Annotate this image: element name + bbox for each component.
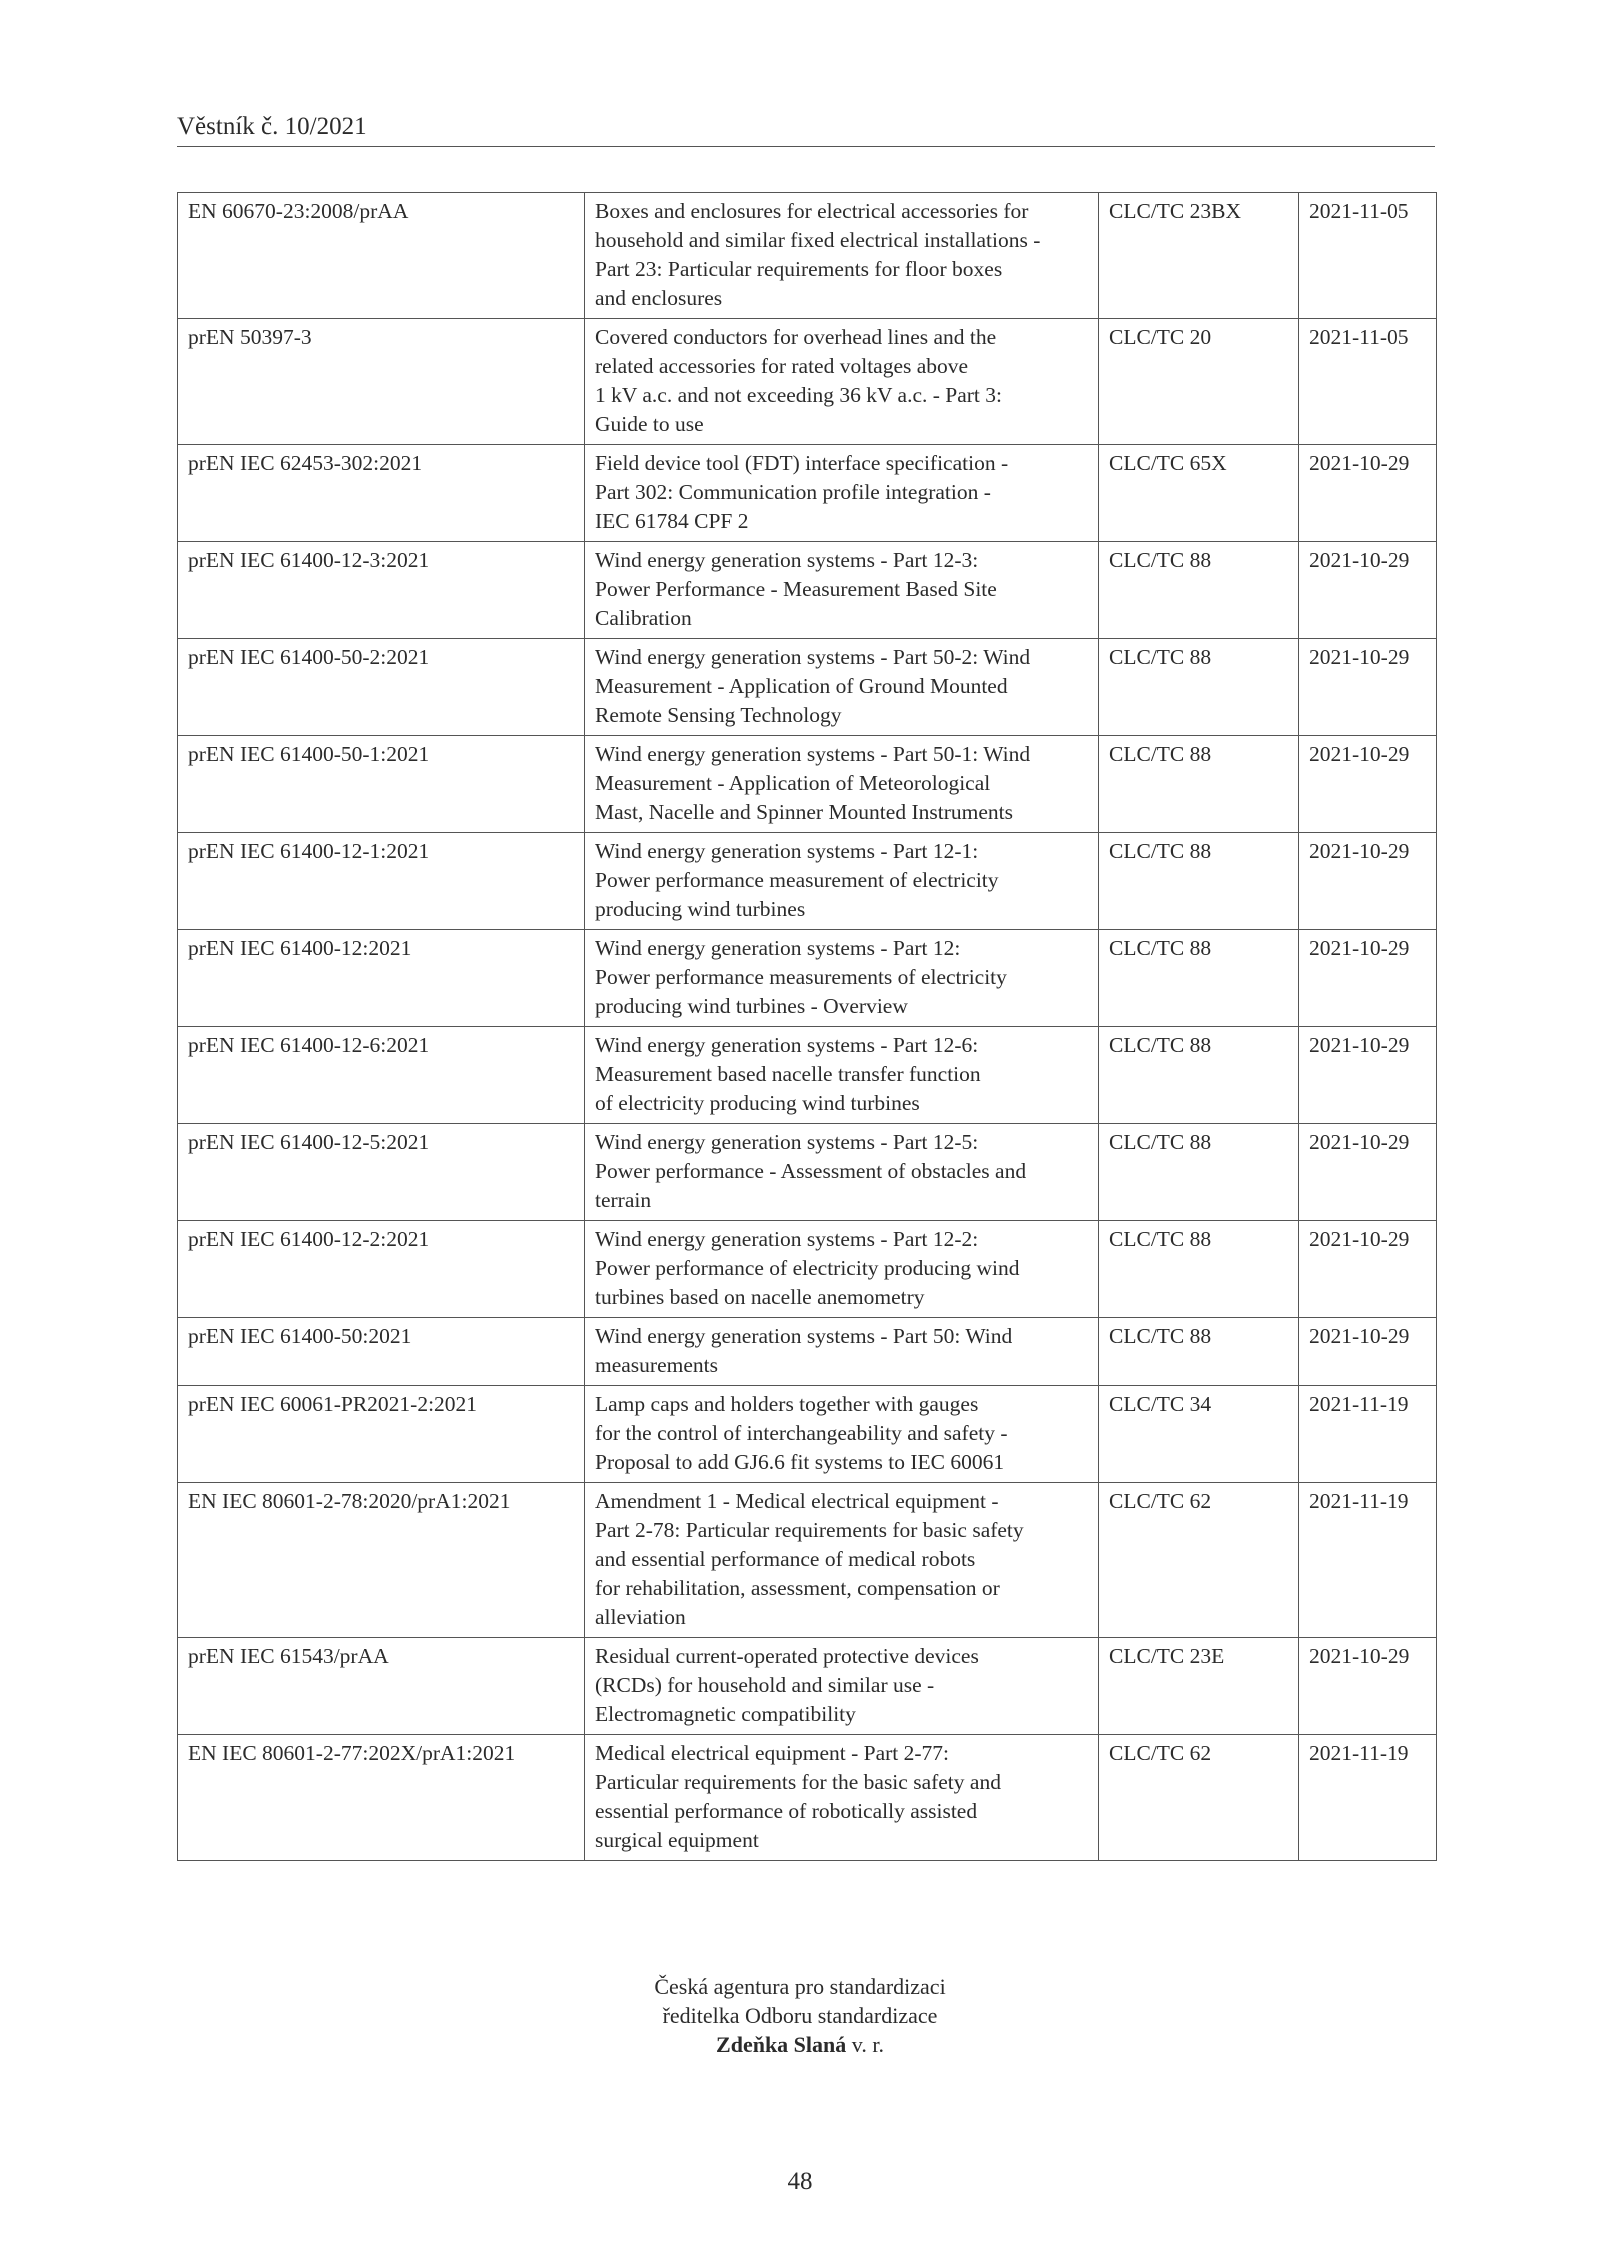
deadline-date-cell: 2021-10-29: [1299, 1638, 1437, 1735]
page-header: [177, 112, 1435, 147]
standard-title-cell: Covered conductors for overhead lines and the related accessories for rated voltages above 1 kV a.c. and not exceeding 36 kV a.c. - Part 3: Guide to use: [585, 319, 1099, 445]
table-row: [178, 1386, 1437, 1483]
standard-code-cell: EN IEC 80601-2-78:2020/prA1:2021: [178, 1483, 585, 1638]
standard-title-cell: Lamp caps and holders together with gauges for the control of interchangeability and safety - Proposal to add GJ6.6 fit systems to IEC 60061: [585, 1386, 1099, 1483]
signature-name-line: [0, 2030, 1600, 2059]
committee-cell: CLC/TC 62: [1099, 1735, 1299, 1861]
standard-title-cell: Wind energy generation systems - Part 50: Wind measurements: [585, 1318, 1099, 1386]
table-row: [178, 1483, 1437, 1638]
signature-organization: Česká agentura pro standardizaci: [654, 1974, 946, 1999]
committee-cell: CLC/TC 88: [1099, 833, 1299, 930]
table-row: [178, 1027, 1437, 1124]
table-row: [178, 542, 1437, 639]
standard-title-cell: Residual current-operated protective devices (RCDs) for household and similar use - Electromagnetic compatibility: [585, 1638, 1099, 1735]
committee-cell: CLC/TC 88: [1099, 736, 1299, 833]
table-row: [178, 445, 1437, 542]
deadline-date-cell: 2021-10-29: [1299, 1221, 1437, 1318]
standards-table-body: [178, 193, 1437, 1861]
signature-position: ředitelka Odboru standardizace: [662, 2003, 938, 2028]
standard-title-cell: Wind energy generation systems - Part 50-1: Wind Measurement - Application of Meteorological Mast, Nacelle and Spinner Mounted Instruments: [585, 736, 1099, 833]
standard-title-cell: Field device tool (FDT) interface specification - Part 302: Communication profile integration - IEC 61784 CPF 2: [585, 445, 1099, 542]
standard-code-cell: EN 60670-23:2008/prAA: [178, 193, 585, 319]
standard-code-cell: EN IEC 80601-2-77:202X/prA1:2021: [178, 1735, 585, 1861]
standard-code-cell: prEN IEC 61400-50-1:2021: [178, 736, 585, 833]
standard-title-cell: Wind energy generation systems - Part 12-3: Power Performance - Measurement Based Site Calibration: [585, 542, 1099, 639]
signature-block: [0, 1972, 1600, 2059]
deadline-date-cell: 2021-10-29: [1299, 736, 1437, 833]
table-row: [178, 1318, 1437, 1386]
deadline-date-cell: 2021-11-19: [1299, 1483, 1437, 1638]
committee-cell: CLC/TC 88: [1099, 1027, 1299, 1124]
deadline-date-cell: 2021-10-29: [1299, 542, 1437, 639]
committee-cell: CLC/TC 23BX: [1099, 193, 1299, 319]
standard-code-cell: prEN IEC 61400-12-3:2021: [178, 542, 585, 639]
committee-cell: CLC/TC 88: [1099, 930, 1299, 1027]
signature-name: Zdeňka Slaná: [716, 2032, 847, 2057]
committee-cell: CLC/TC 88: [1099, 1318, 1299, 1386]
deadline-date-cell: 2021-11-19: [1299, 1735, 1437, 1861]
table-row: [178, 319, 1437, 445]
table-row: [178, 1221, 1437, 1318]
standard-code-cell: prEN 50397-3: [178, 319, 585, 445]
standard-title-cell: Wind energy generation systems - Part 12: Power performance measurements of electricity producing wind turbines - Overview: [585, 930, 1099, 1027]
committee-cell: CLC/TC 88: [1099, 639, 1299, 736]
committee-cell: CLC/TC 88: [1099, 542, 1299, 639]
table-row: [178, 930, 1437, 1027]
deadline-date-cell: 2021-10-29: [1299, 1027, 1437, 1124]
standard-code-cell: prEN IEC 61400-12:2021: [178, 930, 585, 1027]
standard-code-cell: prEN IEC 61400-12-2:2021: [178, 1221, 585, 1318]
deadline-date-cell: 2021-10-29: [1299, 445, 1437, 542]
signature-suffix: v. r.: [846, 2032, 884, 2057]
standard-code-cell: prEN IEC 61400-12-5:2021: [178, 1124, 585, 1221]
publication-title: Věstník č. 10/2021: [177, 113, 367, 140]
table-row: [178, 639, 1437, 736]
standard-code-cell: prEN IEC 62453-302:2021: [178, 445, 585, 542]
table-row: [178, 193, 1437, 319]
table-row: [178, 1638, 1437, 1735]
standard-code-cell: prEN IEC 61400-50-2:2021: [178, 639, 585, 736]
standard-title-cell: Wind energy generation systems - Part 50-2: Wind Measurement - Application of Ground Mounted Remote Sensing Technology: [585, 639, 1099, 736]
standard-title-cell: Wind energy generation systems - Part 12-2: Power performance of electricity producing wind turbines based on nacelle anemometry: [585, 1221, 1099, 1318]
deadline-date-cell: 2021-11-05: [1299, 319, 1437, 445]
deadline-date-cell: 2021-11-05: [1299, 193, 1437, 319]
deadline-date-cell: 2021-10-29: [1299, 930, 1437, 1027]
deadline-date-cell: 2021-10-29: [1299, 639, 1437, 736]
committee-cell: CLC/TC 34: [1099, 1386, 1299, 1483]
standard-title-cell: Wind energy generation systems - Part 12-6: Measurement based nacelle transfer function of electricity producing wind turbines: [585, 1027, 1099, 1124]
table-row: [178, 833, 1437, 930]
deadline-date-cell: 2021-10-29: [1299, 833, 1437, 930]
deadline-date-cell: 2021-11-19: [1299, 1386, 1437, 1483]
standard-title-cell: Wind energy generation systems - Part 12-1: Power performance measurement of electricity producing wind turbines: [585, 833, 1099, 930]
standard-title-cell: Boxes and enclosures for electrical accessories for household and similar fixed electrical installations - Part 23: Particular requirements for floor boxes and enclosures: [585, 193, 1099, 319]
standard-title-cell: Amendment 1 - Medical electrical equipment - Part 2-78: Particular requirements for basic safety and essential performance of medical robots for rehabilitation, assessment, compensation or alleviation: [585, 1483, 1099, 1638]
deadline-date-cell: 2021-10-29: [1299, 1318, 1437, 1386]
table-row: [178, 736, 1437, 833]
standard-code-cell: prEN IEC 61543/prAA: [178, 1638, 585, 1735]
committee-cell: CLC/TC 88: [1099, 1221, 1299, 1318]
committee-cell: CLC/TC 62: [1099, 1483, 1299, 1638]
committee-cell: CLC/TC 88: [1099, 1124, 1299, 1221]
table-row: [178, 1735, 1437, 1861]
standard-title-cell: Wind energy generation systems - Part 12-5: Power performance - Assessment of obstacles and terrain: [585, 1124, 1099, 1221]
standards-table: [177, 192, 1437, 1861]
standard-code-cell: prEN IEC 61400-50:2021: [178, 1318, 585, 1386]
standard-code-cell: prEN IEC 61400-12-1:2021: [178, 833, 585, 930]
committee-cell: CLC/TC 65X: [1099, 445, 1299, 542]
standard-title-cell: Medical electrical equipment - Part 2-77: Particular requirements for the basic safety and essential performance of robotically assisted surgical equipment: [585, 1735, 1099, 1861]
deadline-date-cell: 2021-10-29: [1299, 1124, 1437, 1221]
committee-cell: CLC/TC 23E: [1099, 1638, 1299, 1735]
table-row: [178, 1124, 1437, 1221]
standard-code-cell: prEN IEC 61400-12-6:2021: [178, 1027, 585, 1124]
committee-cell: CLC/TC 20: [1099, 319, 1299, 445]
page-number: 48: [787, 2168, 813, 2195]
standard-code-cell: prEN IEC 60061-PR2021-2:2021: [178, 1386, 585, 1483]
